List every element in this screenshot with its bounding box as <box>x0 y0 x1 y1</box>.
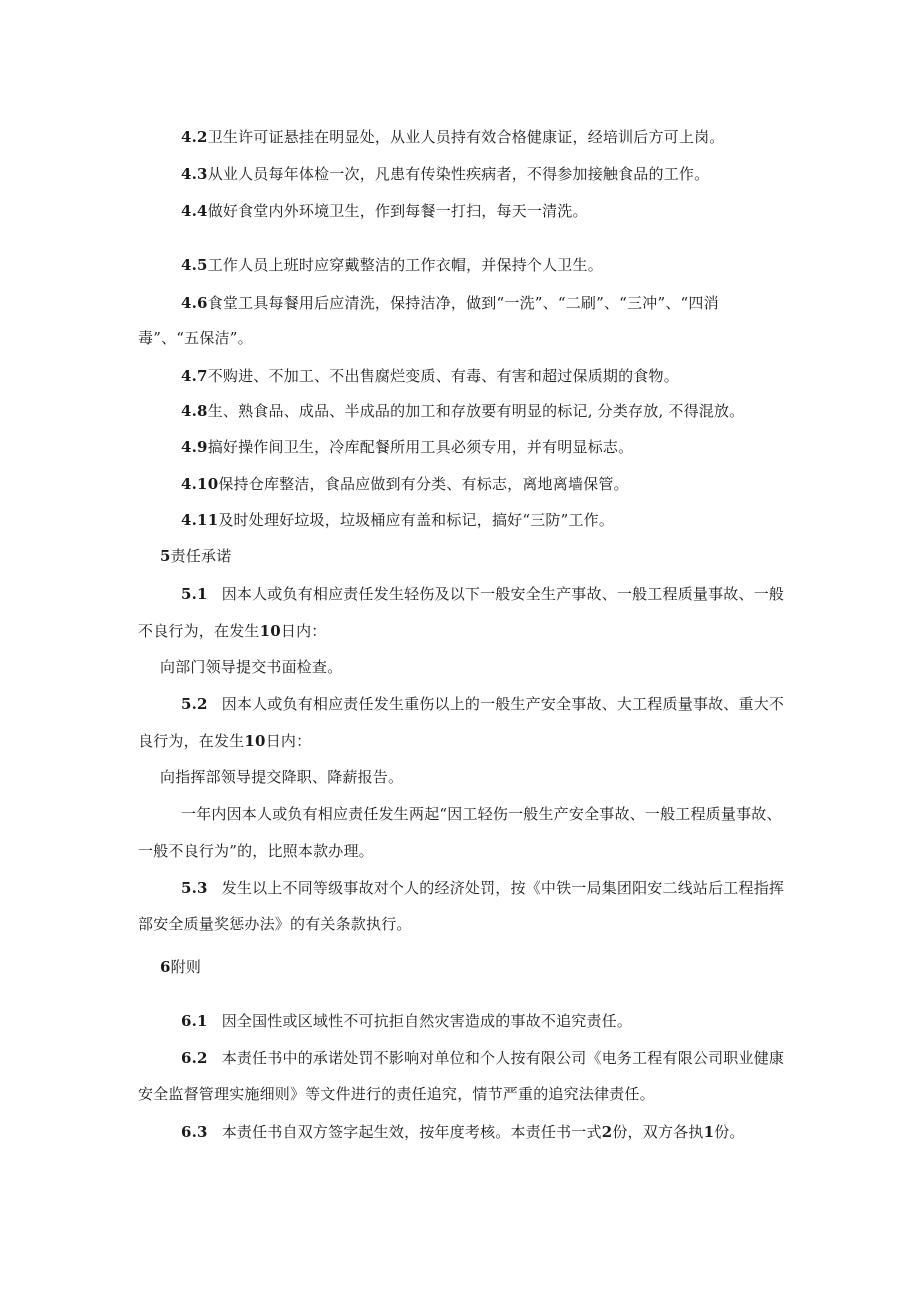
clause-text: 发生以上不同等级事故对个人的经济处罚，按《中铁一局集团阳安二线站后工程指挥 <box>221 879 785 897</box>
clause-number: 4.4 <box>181 202 208 220</box>
clause-number: 4.11 <box>181 511 219 529</box>
clause-text: 本责任书自双方签字起生效，按年度考核。本责任书一式 <box>221 1123 602 1141</box>
clause-text: 份，双方各执 <box>612 1123 704 1141</box>
clause-5-2-note-continuation: 一般不良行为”的，比照本款办理。 <box>138 842 374 860</box>
clause-4-11 <box>181 510 614 530</box>
clause-5-2-action: 向指挥部领导提交降职、降薪报告。 <box>160 768 404 786</box>
clause-5-3 <box>181 878 784 898</box>
clause-4-5 <box>181 255 603 275</box>
clause-number: 4.9 <box>181 438 208 456</box>
clause-text: 食堂工具每餐用后应清洗，保持洁净，做到“一洗”、“二刷”、“三冲”、“四消 <box>207 294 719 312</box>
clause-6-3 <box>181 1122 745 1142</box>
section-title: 附则 <box>170 958 202 976</box>
section-number: 6 <box>160 958 171 976</box>
clause-text: 份。 <box>714 1123 745 1141</box>
clause-5-2-note: 一年内因本人或负有相应责任发生两起“因工轻伤一般生产安全事故、一般工程质量事故、 <box>181 805 782 823</box>
clause-number: 4.6 <box>181 294 208 312</box>
clause-5-2-continuation <box>138 731 311 751</box>
clause-4-9 <box>181 437 633 457</box>
copies-number: 2 <box>601 1123 613 1141</box>
section-5-heading <box>160 546 231 566</box>
clause-number: 5.1 <box>181 585 208 603</box>
days-number: 10 <box>244 732 266 750</box>
clause-text: 及时处理好垃圾，垃圾桶应有盖和标记，搞好“三防”工作。 <box>218 511 615 529</box>
clause-number: 5.2 <box>181 695 208 713</box>
clause-number: 6.2 <box>181 1049 208 1067</box>
clause-text: 因全国性或区域性不可抗拒自然灾害造成的事故不追究责任。 <box>221 1012 633 1030</box>
section-title: 责任承诺 <box>170 547 232 565</box>
clause-4-4 <box>181 201 588 221</box>
clause-number: 4.5 <box>181 256 208 274</box>
clause-number: 4.10 <box>181 475 219 493</box>
clause-4-7 <box>181 366 679 386</box>
clause-text: 从业人员每年体检一次，凡患有传染性疾病者，不得参加接触食品的工作。 <box>207 165 710 183</box>
clause-number: 5.3 <box>181 879 208 897</box>
clause-number: 4.3 <box>181 165 208 183</box>
clause-5-1-continuation <box>138 621 327 641</box>
clause-5-1-action: 向部门领导提交书面检查。 <box>160 658 343 676</box>
clause-6-2 <box>181 1048 784 1068</box>
clause-number: 6.1 <box>181 1012 208 1030</box>
clause-text: 因本人或负有相应责任发生轻伤及以下一般安全生产事故、一般工程质量事故、一般 <box>221 585 785 603</box>
clause-text: 因本人或负有相应责任发生重伤以上的一般生产安全事故、大工程质量事故、重大不 <box>221 695 785 713</box>
clause-text: 保持仓库整洁，食品应做到有分类、有标志，离地离墙保管。 <box>218 475 629 493</box>
section-6-heading <box>160 957 201 977</box>
text-part: 良行为，在发生 <box>138 732 245 750</box>
clause-5-1 <box>181 584 784 604</box>
clause-5-2 <box>181 694 784 714</box>
clause-4-6 <box>181 293 719 313</box>
clause-6-1 <box>181 1011 632 1031</box>
clause-4-8 <box>181 401 744 421</box>
clause-number: 6.3 <box>181 1123 208 1141</box>
clause-text: 工作人员上班时应穿戴整洁的工作衣帽，并保持个人卫生。 <box>207 256 603 274</box>
clause-number: 4.8 <box>181 402 208 420</box>
clause-4-3 <box>181 164 709 184</box>
days-number: 10 <box>259 622 281 640</box>
clause-4-10 <box>181 474 629 494</box>
clause-text: 不购进、不加工、不出售腐烂变质、有毒、有害和超过保质期的食物。 <box>207 367 679 385</box>
clause-text: 生、熟食品、成品、半成品的加工和存放要有明显的标记, 分类存放, 不得混放。 <box>207 402 745 420</box>
clause-text: 做好食堂内外环境卫生，作到每餐一打扫，每天一清洗。 <box>207 202 588 220</box>
clause-number: 4.7 <box>181 367 208 385</box>
copies-each-number: 1 <box>703 1123 715 1141</box>
clause-text: 卫生许可证悬挂在明显处，从业人员持有效合格健康证，经培训后方可上岗。 <box>207 128 725 146</box>
text-part: 日内： <box>265 732 312 750</box>
text-part: 日内： <box>280 622 327 640</box>
clause-text: 本责任书中的承诺处罚不影响对单位和个人按有限公司《电务工程有限公司职业健康 <box>221 1049 785 1067</box>
text-part: 不良行为，在发生 <box>138 622 260 640</box>
clause-4-2 <box>181 127 725 147</box>
clause-number: 4.2 <box>181 128 208 146</box>
clause-5-3-continuation: 部安全质量奖惩办法》的有关条款执行。 <box>138 915 412 933</box>
section-number: 5 <box>160 547 171 565</box>
clause-text: 搞好操作间卫生，冷库配餐所用工具必须专用，并有明显标志。 <box>207 438 634 456</box>
clause-6-2-continuation: 安全监督管理实施细则》等文件进行的责任追究，情节严重的追究法律责任。 <box>138 1085 655 1103</box>
clause-4-6-continuation: 毒”、“五保洁”。 <box>138 329 253 347</box>
